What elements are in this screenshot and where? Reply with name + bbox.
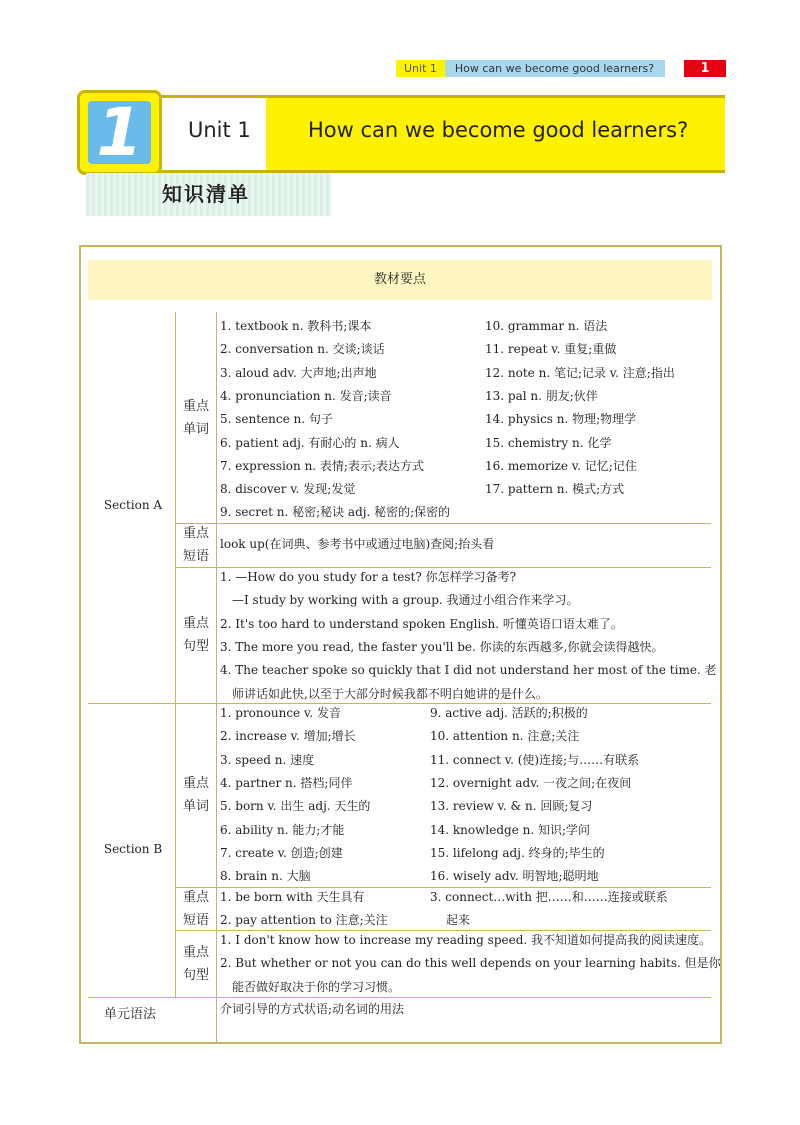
sentence-item: 1. I don't know how to increase my reading speed. 我不知道如何提高我的阅读速度。 [220,933,712,947]
unit-number-badge [77,90,162,175]
vocab-item: 14. physics n. 物理;物理学 [485,412,637,427]
vocab-item: 11. repeat v. 重复;重做 [485,342,617,357]
vocab-item: 5. born v. 出生 adj. 天生的 [220,799,371,814]
sentence-item: 4. The teacher spoke so quickly that I did not understand her most of the time. 老 [220,663,717,678]
sentence-item: 能否做好取决于你的学习习惯。 [232,979,401,994]
section-label: Section A [103,498,163,512]
sentence-item: 2. But whether or not you can do this well depends on your learning habits. 但是你 [220,956,721,971]
vocab-item: 13. review v. & n. 回顾;复习 [430,799,593,814]
phrase-item: look up(在词典、参考书中或通过电脑)查阅;抬头看 [220,537,495,551]
grammar-label: 单元语法 [103,1007,156,1022]
vocab-item: 7. create v. 创造;创建 [220,845,343,860]
running-header [396,60,710,77]
page-number: 1 [684,60,726,77]
vocab-item: 3. speed n. 速度 [220,752,315,767]
vocab-item: 13. pal n. 朋友;伙伴 [485,388,598,403]
column-divider [216,312,217,1043]
row-label: 重点 [182,776,209,791]
vocab-item: 1. pronounce v. 发音 [220,706,341,720]
badge-number: 1 [88,101,151,164]
vocab-item: 3. aloud adv. 大声地;出声地 [220,365,377,380]
vocab-item: 15. lifelong adj. 终身的;毕生的 [430,845,605,860]
row-label: 重点 [182,944,209,960]
vocab-item: 6. ability n. 能力;才能 [220,822,345,837]
vocab-item: 7. expression n. 表情;表示;表达方式 [220,458,425,473]
phrase-item: 2. pay attention to 注意;关注 [220,913,388,928]
vocab-item: 10. attention n. 注意;关注 [430,729,580,744]
banner-title: How can we become good learners? [308,118,689,142]
vocab-item: 9. active adj. 活跃的;积极的 [430,706,588,720]
vocab-item: 12. note n. 笔记;记录 v. 注意;指出 [485,365,675,380]
table-header: 教材要点 [88,260,712,300]
row-label: 重点 [182,616,209,631]
row-label: 短语 [182,912,209,928]
banner-unit: Unit 1 [188,118,251,142]
vocab-item: 9. secret n. 秘密;秘诀 adj. 秘密的;保密的 [220,505,451,520]
vocab-item: 11. connect v. (使)连接;与……有联系 [430,752,640,767]
row-label: 重点 [182,526,209,541]
vocab-item: 4. pronunciation n. 发音;读音 [220,388,392,403]
vocab-item: 14. knowledge n. 知识;学问 [430,822,591,837]
vocab-item: 8. brain n. 大脑 [220,869,311,884]
row-label: 重点 [182,398,209,414]
row-label: 单词 [182,799,209,814]
phrase-item: 3. connect…with 把……和……连接或联系 [430,890,668,904]
vocab-item: 15. chemistry n. 化学 [485,435,612,450]
sentence-item: 1. —How do you study for a test? 你怎样学习备考? [220,570,517,584]
grammar-content: 介词引导的方式状语;动名词的用法 [220,1002,405,1016]
sentence-item: 2. It's too hard to understand spoken English. 听懂英语口语太难了。 [220,616,623,631]
section-label: Section B [103,842,163,856]
vocab-item: 1. textbook n. 教科书;课本 [220,319,372,333]
running-header-unit: Unit 1 [396,60,445,77]
running-header-title: How can we become good learners? [445,60,665,77]
vocab-item: 12. overnight adv. 一夜之间;在夜间 [430,775,632,790]
vocab-item: 17. pattern n. 模式;方式 [485,482,625,497]
vocab-item: 4. partner n. 搭档;同伴 [220,775,353,790]
vocab-item: 10. grammar n. 语法 [485,319,608,333]
section-heading: 知识清单 [162,182,250,206]
phrase-item: 起来 [446,913,471,928]
row-label: 句型 [182,967,209,983]
unit-banner [140,95,725,173]
sentence-item: —I study by working with a group. 我通过小组合作来学习。 [232,593,579,608]
vocab-item: 8. discover v. 发现;发觉 [220,482,356,497]
row-label: 单词 [182,421,209,437]
vocab-item: 6. patient adj. 有耐心的 n. 病人 [220,435,400,450]
row-label: 短语 [182,549,209,564]
sentence-item: 师讲话如此快,以至于大部分时候我都不明白她讲的是什么。 [232,686,548,701]
row-label: 句型 [182,639,209,654]
vocab-item: 16. memorize v. 记忆;记住 [485,458,637,473]
sentence-item: 3. The more you read, the faster you'll be. 你读的东西越多,你就会读得越快。 [220,639,664,654]
phrase-item: 1. be born with 天生具有 [220,890,365,904]
vocab-item: 2. increase v. 增加;增长 [220,729,356,744]
row-label: 重点 [182,889,209,905]
vocab-item: 2. conversation n. 交谈;谈话 [220,342,385,357]
vocab-item: 5. sentence n. 句子 [220,412,333,427]
vocab-item: 16. wisely adv. 明智地;聪明地 [430,869,599,884]
